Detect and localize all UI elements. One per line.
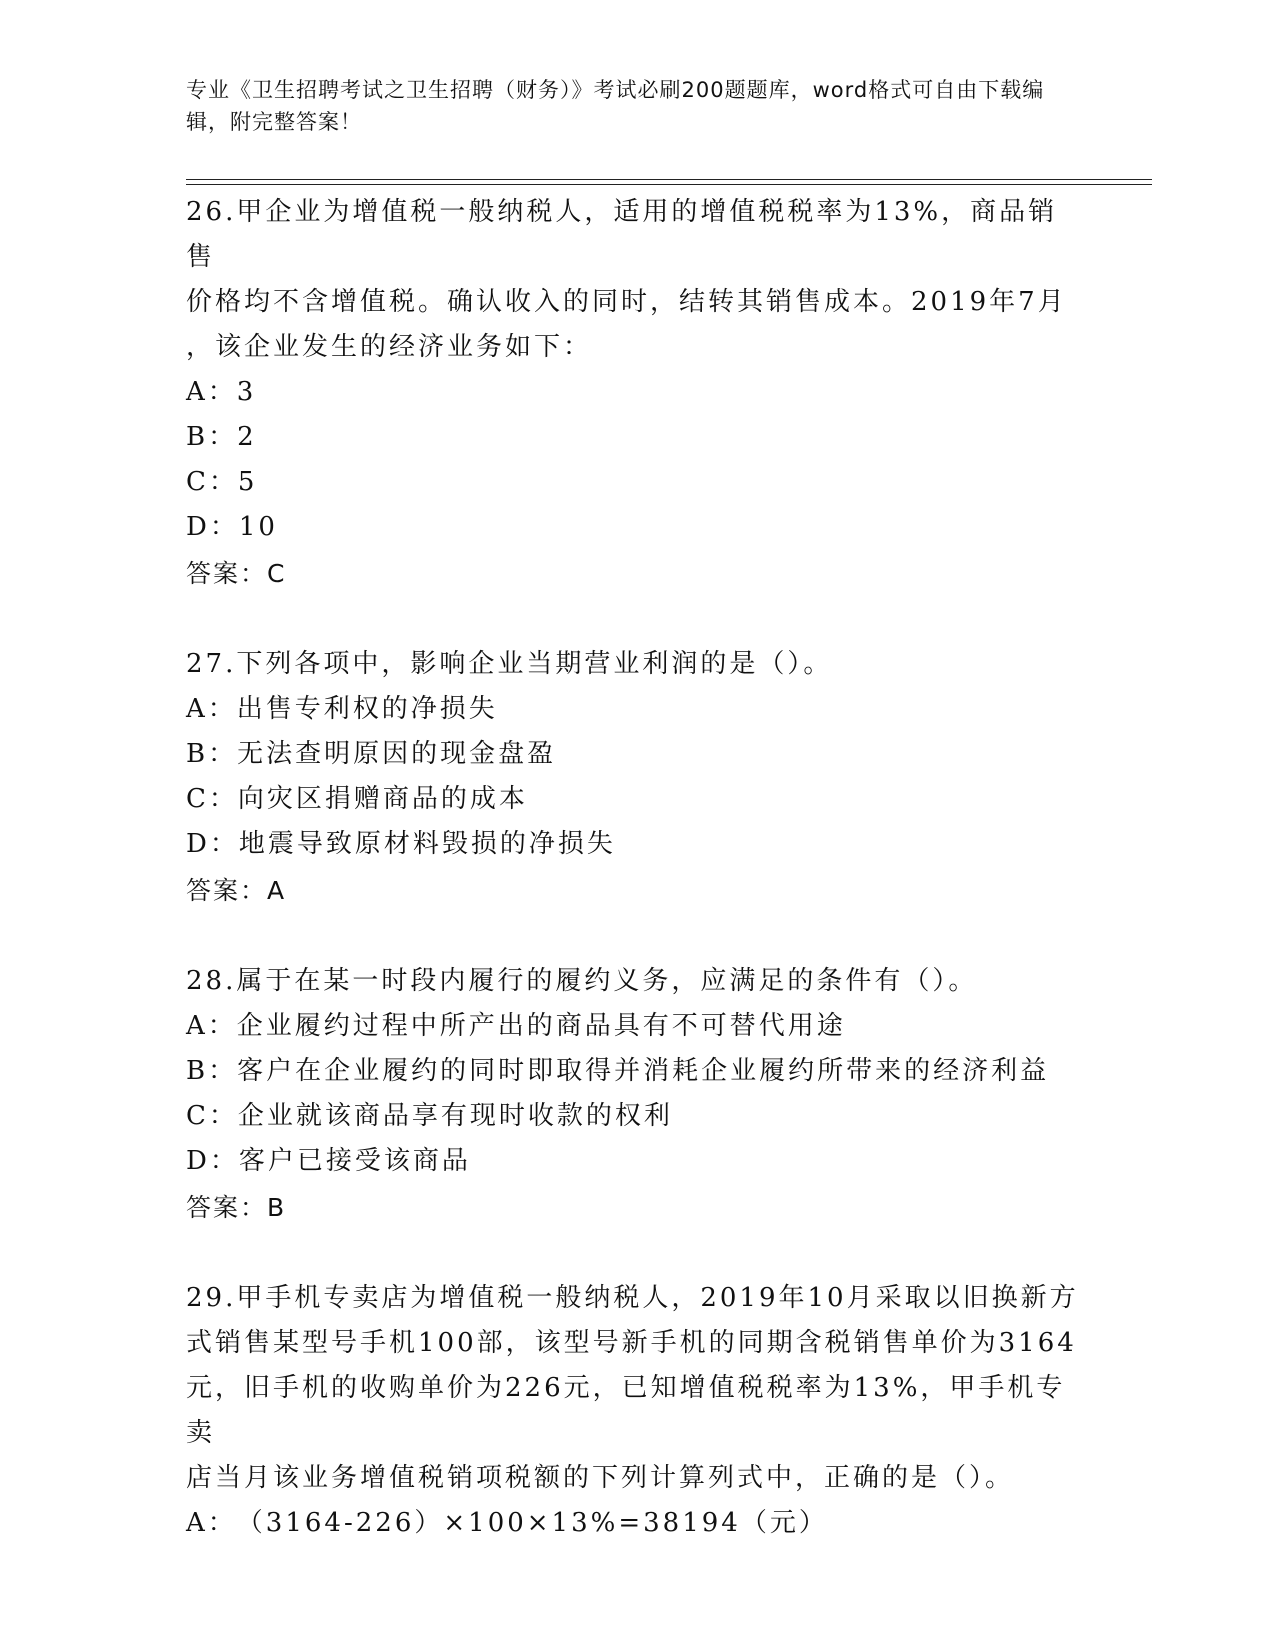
answer-line: 答案：B bbox=[186, 1193, 287, 1222]
document-header bbox=[186, 74, 1066, 138]
option-text: 2 bbox=[237, 422, 257, 452]
option-text: 无法查明原因的现金盘盈 bbox=[237, 739, 557, 769]
option-text: 企业履约过程中所产出的商品具有不可替代用途 bbox=[236, 1011, 846, 1041]
option-text: 10 bbox=[238, 512, 278, 542]
question-26 bbox=[186, 190, 1086, 597]
question-stem-line: 价格均不含增值税。确认收入的同时，结转其销售成本。2019年7月 bbox=[186, 287, 1067, 317]
option-text: 企业就该商品享有现时收款的权利 bbox=[237, 1101, 673, 1131]
option-letter: D： bbox=[186, 1146, 239, 1176]
option-b bbox=[186, 1049, 1086, 1094]
option-d bbox=[186, 1139, 1086, 1184]
option-letter: A： bbox=[186, 1508, 237, 1538]
question-27 bbox=[186, 642, 1086, 914]
option-d bbox=[186, 505, 1086, 550]
question-stem-line: 27.下列各项中，影响企业当期营业利润的是（）。 bbox=[186, 649, 833, 679]
option-letter: D： bbox=[186, 512, 239, 542]
option-letter: B： bbox=[186, 739, 238, 769]
header-title: 专业《卫生招聘考试之卫生招聘（财务）》考试必刷200题题库，word格式可自由下载编辑，附完整答案！ bbox=[186, 78, 1045, 134]
option-text: （3164-226）×100×13%=38194（元） bbox=[236, 1508, 828, 1538]
header-divider-top bbox=[186, 179, 1152, 180]
option-letter: A： bbox=[186, 377, 237, 407]
option-b bbox=[186, 732, 1086, 777]
answer-line: 答案：C bbox=[186, 559, 287, 588]
question-stem-line: ，该企业发生的经济业务如下： bbox=[186, 332, 593, 362]
option-text: 3 bbox=[236, 377, 257, 407]
option-letter: A： bbox=[186, 1011, 237, 1041]
option-text: 向灾区捐赠商品的成本 bbox=[237, 784, 528, 814]
option-c bbox=[186, 1094, 1086, 1139]
question-28 bbox=[186, 959, 1086, 1231]
option-a bbox=[186, 370, 1086, 415]
question-stem-line: 元，旧手机的收购单价为226元，已知增值税税率为13%，甲手机专卖 bbox=[186, 1373, 1066, 1448]
option-letter: C： bbox=[186, 1101, 238, 1131]
option-letter: C： bbox=[186, 467, 238, 497]
option-letter: D： bbox=[186, 829, 239, 859]
option-a bbox=[186, 1004, 1086, 1049]
question-stem-line: 式销售某型号手机100部，该型号新手机的同期含税销售单价为3164 bbox=[186, 1328, 1077, 1358]
question-list bbox=[186, 190, 1086, 1591]
option-d bbox=[186, 822, 1086, 867]
option-text: 地震导致原材料毁损的净损失 bbox=[238, 829, 616, 859]
option-text: 5 bbox=[237, 467, 258, 497]
option-text: 客户已接受该商品 bbox=[238, 1146, 471, 1176]
option-letter: B： bbox=[186, 1056, 238, 1086]
option-a bbox=[186, 1501, 1086, 1546]
option-text: 客户在企业履约的同时即取得并消耗企业履约所带来的经济利益 bbox=[237, 1056, 1050, 1086]
question-stem-line: 26.甲企业为增值税一般纳税人，适用的增值税税率为13%，商品销售 bbox=[186, 197, 1058, 272]
question-29 bbox=[186, 1276, 1086, 1546]
option-c bbox=[186, 777, 1086, 822]
option-text: 出售专利权的净损失 bbox=[236, 694, 498, 724]
option-c bbox=[186, 460, 1086, 505]
option-a bbox=[186, 687, 1086, 732]
option-letter: B： bbox=[186, 422, 238, 452]
option-letter: C： bbox=[186, 784, 238, 814]
question-stem-line: 28.属于在某一时段内履行的履约义务，应满足的条件有（）。 bbox=[186, 966, 978, 996]
option-letter: A： bbox=[186, 694, 237, 724]
header-divider-bottom bbox=[186, 184, 1152, 185]
question-stem-line: 店当月该业务增值税销项税额的下列计算列式中，正确的是（）。 bbox=[186, 1463, 1015, 1493]
answer-line: 答案：A bbox=[186, 876, 287, 905]
option-b bbox=[186, 415, 1086, 460]
question-stem-line: 29.甲手机专卖店为增值税一般纳税人，2019年10月采取以旧换新方 bbox=[186, 1283, 1079, 1313]
